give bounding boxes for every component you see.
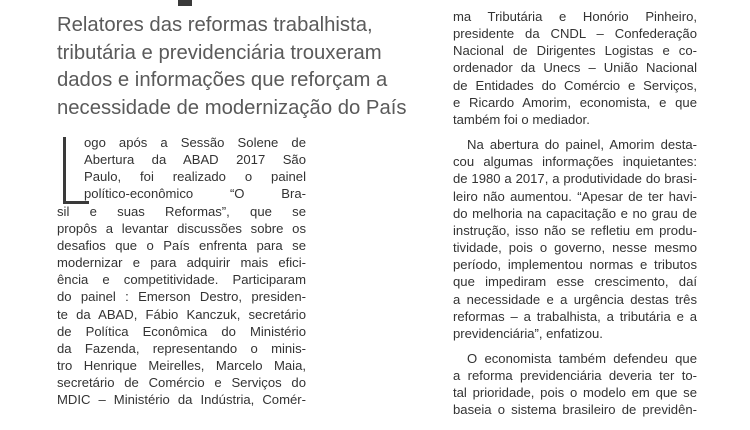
article-left-column — [57, 134, 306, 409]
body-line: modernizar e para adquirir mais efici- — [57, 255, 306, 271]
body-line: ogo após a Sessão Solene de — [84, 135, 306, 150]
body-line: reformas – a trabalhista, a tributária e a — [453, 308, 697, 324]
deck-line: tributária e previdenciária trouxeram — [57, 41, 382, 64]
body-line: presidente da CNDL – Confederação — [453, 26, 697, 42]
body-line: ma Tributária e Honório Pinheiro, — [453, 9, 697, 24]
body-line: de Entidades do Comércio e Serviços, — [453, 77, 697, 93]
body-line: te da ABAD, Fábio Kanczuk, secretário — [57, 306, 306, 322]
body-line: ordenador da Unecs – União Nacional — [453, 60, 697, 76]
body-line: ência e competitividade. Participaram — [57, 272, 306, 288]
body-line: Na abertura do painel, Amorim desta- — [467, 137, 697, 153]
deck-line: necessidade de modernização do País — [57, 96, 407, 119]
headline-fragment — [178, 0, 192, 6]
body-line: a necessidade e a urgência destas três — [453, 291, 697, 307]
body-line: tividade, pois o governo, nesse mesmo — [453, 240, 697, 256]
dropcap-stem — [63, 137, 66, 204]
body-line: da Fazenda, representando o minis- — [57, 340, 306, 356]
body-line: de 1980 a 2017, a produtividade do brasi- — [453, 171, 697, 187]
body-line: período, implementou normas e tributos — [453, 257, 697, 273]
body-line: Nacional de Dirigentes Logistas e co- — [453, 43, 697, 59]
body-line: que impediram esse crescimento, daí — [453, 274, 697, 290]
body-line: Paulo, foi realizado o painel — [84, 169, 306, 185]
body-line: do melhoria na capacitação e no grau de — [453, 205, 697, 221]
body-line: de Política Econômica do Ministério — [57, 323, 306, 339]
body-line: previdenciária”, enfatizou. — [453, 325, 603, 341]
body-line: propôs a levantar discussões sobre os — [57, 220, 306, 236]
body-line: tro Henrique Meirelles, Marcelo Maia, — [57, 358, 306, 374]
body-line: baseia o sistema brasileiro de previdên- — [453, 402, 697, 418]
body-line: desafios que o País enfrenta para se — [57, 237, 306, 253]
body-line: instrução, isso não se refletiu em produ- — [453, 222, 697, 238]
body-line: leiro não aumentou. “Apesar de ter havi- — [453, 188, 697, 204]
body-line: secretário de Comércio e Serviços do — [57, 375, 306, 391]
body-line: também foi o mediador. — [453, 111, 590, 127]
body-line: sil e suas Reformas”, que se — [57, 203, 306, 219]
body-line: a reforma previdenciária deveria ter to- — [453, 368, 697, 384]
body-line: cou algumas informações inquietantes: — [453, 154, 697, 170]
article-right-column — [453, 8, 697, 419]
body-line: e Ricardo Amorim, economista, e que — [453, 94, 697, 110]
body-line: O economista também defendeu que — [467, 350, 697, 366]
body-line: tal prioridade, pois o modelo em que se — [453, 385, 697, 401]
body-line: MDIC – Ministério da Indústria, Comér- — [57, 392, 306, 408]
deck-line: dados e informações que reforçam a — [57, 69, 388, 91]
body-line: Abertura da ABAD 2017 São — [84, 152, 306, 168]
body-line: do painel : Emerson Destro, presiden- — [57, 289, 306, 305]
body-line: político-econômico “O Bra- — [84, 186, 306, 202]
article-deck — [57, 12, 429, 122]
deck-line: Relatores das reformas trabalhista, — [57, 14, 373, 36]
